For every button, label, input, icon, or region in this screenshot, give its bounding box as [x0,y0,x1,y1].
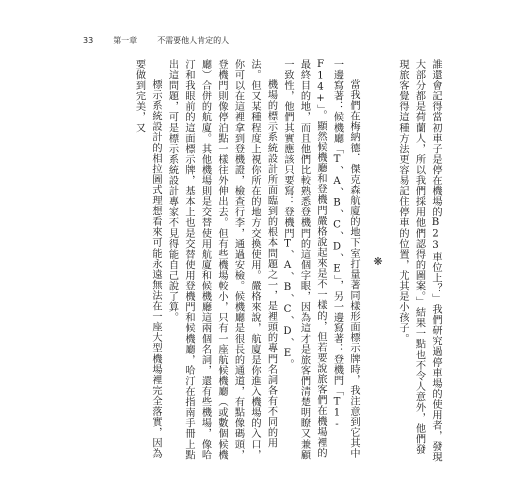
paragraph-2: 當我們在梅納德．傑克森航廈的地下室打量著同樣形面標示牌時，我注意到它其中一邊寫著：候機廳「T、A、B、C、D、E」，另一邊寫著：登機門「T1-F14+」。顯然候機廳和登機門嚴格說起來是不一樣的，但若要說旅客們在機場裡的最終目的地，而且他們比較熟悉登機門的這個字眼，因為這才是旅客們清楚明瞭又兼顧一致性，他們其實應該只要寫：登機門T、A、B、C、D、E。 [282,59,359,460]
body-text [111,59,443,464]
page-number: 33 [83,36,94,45]
running-header [83,35,229,46]
paragraph-4: 標示系統設計的相拉圖式理想看來可能永遠無法在一座大型機場裡完全落實，因為要做到完美，又 [133,59,161,460]
paragraph-1: 誰還會記得當初車子是停在機場的B23車位上？」我們研究過停車場的使用者，發現大部分都是荷蘭人，所以我們採用他們認得的圖案。」結果一點也不令人意外，他們發現旅客覺得這種方法更容易記住停車的位置，尤其是小孩子。 [397,59,441,463]
chapter-label: 第一章 [113,36,138,45]
paragraph-3: 機場的標示系統設計所面臨到的根本問題之一，是裡頭的專門名詞各有不同的用法。但又某種程度上視你所在的地方交換使用。嚴格來說，航廈是你進入機場的入口，你可以在這裡拿到登機證，檢查行李，通過安檢。候機廳是很長的通道，有點像碼頭，登機門則像停泊點一樣往外伸出去。但有些機場較小，只有一座航候機廳（或數個候機廳）合併的航廈。其他機場則是交替使用航廈和候機廳這兩個名詞，還有些機場，像哈汀和我眼前的這面標示牌，基本上也是交替使用登機門和候機廳，哈汀在指南手冊上點出這問題，可是標示系統設計專家不見得能自己說了算。 [166,59,277,460]
chapter-title: 不需要他人肯定的人 [157,36,230,45]
section-break-ornament: ❋ [371,254,385,269]
